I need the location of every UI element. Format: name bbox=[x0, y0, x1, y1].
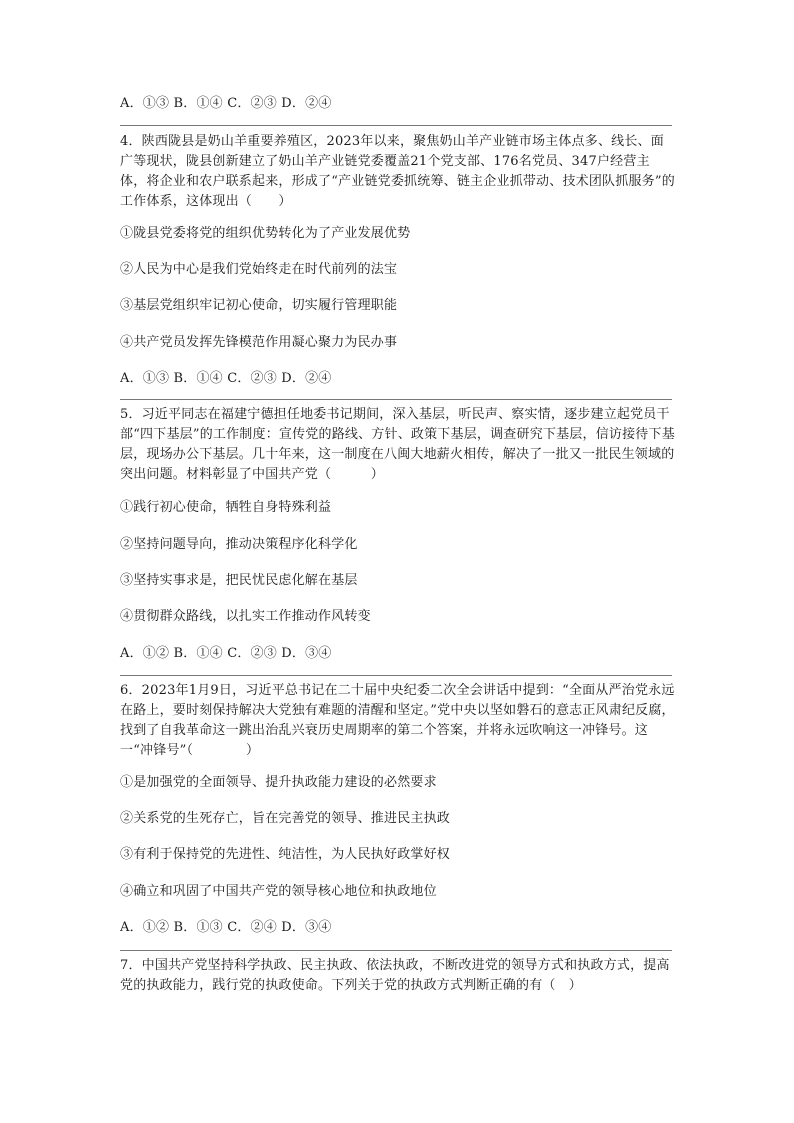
q4-option-3: ③基层党组织牢记初心使命，切实履行管理职能 bbox=[120, 298, 398, 313]
q5-stem: 5．习近平同志在福建宁德担任地委书记期间，深入基层，听民声、察实情，逐步建立起党员干部“四下基层”的工作制度：宣传党的路线、方针、政策下基层，调查研究下基层，信访接待下基层，现场办公下基层。几十年来，这一制度在八闽大地薪火相传，解决了一批又一批民生领域的突出问题。材料彰显了中国共产党（ ） bbox=[120, 407, 675, 482]
q3-answer-options: A．①③ B．①④ C．②③ D．②④ bbox=[120, 96, 332, 111]
divider-line bbox=[120, 675, 672, 676]
q4-answer-options: A．①③ B．①④ C．②③ D．②④ bbox=[120, 371, 332, 386]
divider-line bbox=[120, 399, 672, 400]
q7-stem: 7．中国共产党坚持科学执政、民主执政、依法执政，不断改进党的领导方式和执政方式，提高党的执政能力，践行党的执政使命。下列关于党的执政方式判断正确的有（ ） bbox=[120, 958, 670, 993]
q6-option-3: ③有利于保持党的先进性、纯洁性，为人民执好政掌好权 bbox=[120, 847, 451, 862]
q6-stem: 6．2023年1月9日，习近平总书记在二十届中央纪委二次全会讲话中提到：“全面从严治党永远在路上，要时刻保持解决大党独有难题的清醒和坚定。”党中央以坚如磐石的意志正风肃纪反腐，找到了自我革命这一跳出治乱兴衰历史周期率的第二个答案，并将永远吹响这一冲锋号。这一“冲锋号”（ ） bbox=[120, 683, 675, 758]
q5-option-3: ③坚持实事求是，把民忧民虑化解在基层 bbox=[120, 573, 358, 588]
divider-line bbox=[120, 125, 672, 126]
q6-option-4: ④确立和巩固了中国共产党的领导核心地位和执政地位 bbox=[120, 884, 437, 899]
q5-option-4: ④贯彻群众路线，以扎实工作推动作风转变 bbox=[120, 609, 371, 624]
q5-option-1: ①践行初心使命，牺牲自身特殊利益 bbox=[120, 500, 332, 515]
q6-answer-options: A．①② B．①③ C．②④ D．③④ bbox=[120, 920, 332, 935]
divider-line bbox=[120, 950, 672, 951]
q4-option-2: ②人民为中心是我们党始终走在时代前列的法宝 bbox=[120, 262, 398, 277]
q4-stem: 4．陕西陇县是奶山羊重要养殖区，2023年以来，聚焦奶山羊产业链市场主体点多、线长、面广等现状，陇县创新建立了奶山羊产业链党委覆盖21个党支部、176名党员、347户经营主体，将企业和农户联系起来，形成了“产业链党委抓统筹、链主企业抓带动、技术团队抓服务”的工作体系，这体现出（ ） bbox=[120, 134, 675, 209]
q5-option-2: ②坚持问题导向，推动决策程序化科学化 bbox=[120, 537, 358, 552]
q6-option-1: ①是加强党的全面领导、提升执政能力建设的必然要求 bbox=[120, 775, 437, 790]
q6-option-2: ②关系党的生死存亡，旨在完善党的领导、推进民主执政 bbox=[120, 811, 451, 826]
q5-answer-options: A．①② B．①④ C．②③ D．③④ bbox=[120, 646, 332, 661]
q4-option-1: ①陇县党委将党的组织优势转化为了产业发展优势 bbox=[120, 226, 411, 241]
q4-option-4: ④共产党员发挥先锋模范作用凝心聚力为民办事 bbox=[120, 335, 398, 350]
